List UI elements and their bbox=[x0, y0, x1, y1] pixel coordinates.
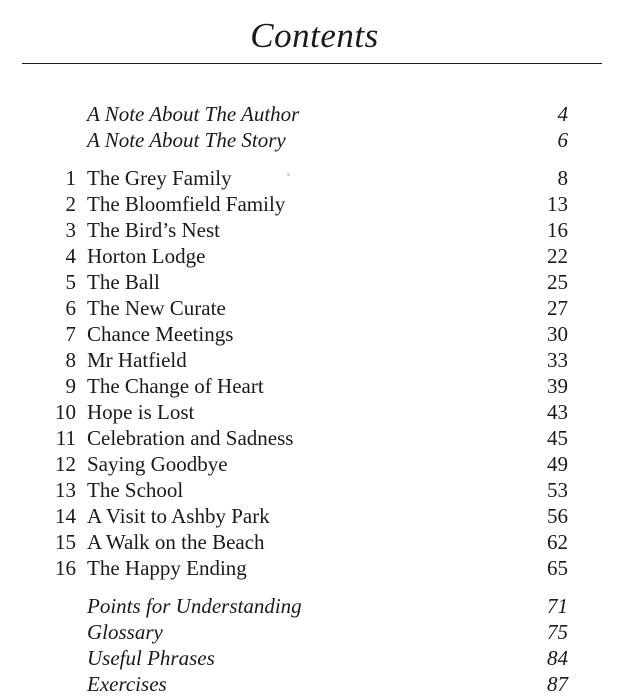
toc-entry-back-4[interactable] bbox=[0, 671, 629, 697]
toc-entry-chapter-6[interactable] bbox=[0, 295, 629, 321]
toc-entry-chapter-1[interactable] bbox=[0, 165, 629, 191]
chapter-title: The Happy Ending bbox=[87, 556, 247, 580]
page-title: Contents bbox=[250, 16, 379, 55]
chapter-number: 8 bbox=[65, 348, 76, 372]
toc-entry-label: Glossary bbox=[87, 620, 163, 644]
chapter-number: 4 bbox=[65, 244, 76, 268]
toc-entry-page: 62 bbox=[547, 530, 568, 554]
toc-entry-page: 75 bbox=[547, 620, 568, 644]
toc-entry-page: 56 bbox=[547, 504, 568, 528]
chapter-number: 13 bbox=[55, 478, 76, 502]
chapter-number: 5 bbox=[65, 270, 76, 294]
chapter-title: The Change of Heart bbox=[87, 374, 264, 398]
chapter-number: 1 bbox=[65, 166, 76, 190]
toc-entry-back-3[interactable] bbox=[0, 645, 629, 671]
chapter-title: A Visit to Ashby Park bbox=[87, 504, 270, 528]
chapter-title: Horton Lodge bbox=[87, 244, 206, 268]
toc-entry-page: 43 bbox=[547, 400, 568, 424]
toc-entry-page: 16 bbox=[547, 218, 568, 242]
toc-entry-page: 49 bbox=[547, 452, 568, 476]
toc-entry-page: 30 bbox=[547, 322, 568, 346]
toc-entry-page: 4 bbox=[557, 102, 568, 126]
toc-entry-chapter-15[interactable] bbox=[0, 529, 629, 555]
chapter-title: Hope is Lost bbox=[87, 400, 195, 424]
chapter-title: The Grey Family bbox=[87, 166, 232, 190]
chapter-title: Mr Hatfield bbox=[87, 348, 187, 372]
chapter-number: 2 bbox=[65, 192, 76, 216]
chapter-number: 12 bbox=[55, 452, 76, 476]
toc-entry-page: 84 bbox=[547, 646, 568, 670]
toc-entry-page: 39 bbox=[547, 374, 568, 398]
toc-entry-page: 71 bbox=[547, 594, 568, 618]
chapter-number: 3 bbox=[65, 218, 76, 242]
chapter-title: Saying Goodbye bbox=[87, 452, 228, 476]
toc-entry-page: 22 bbox=[547, 244, 568, 268]
toc-entry-label: Useful Phrases bbox=[87, 646, 215, 670]
toc-entry-page: 25 bbox=[547, 270, 568, 294]
toc-entry-chapter-9[interactable] bbox=[0, 373, 629, 399]
chapter-number: 9 bbox=[65, 374, 76, 398]
chapter-title: Chance Meetings bbox=[87, 322, 234, 346]
chapter-title: The Bloomfield Family bbox=[87, 192, 286, 216]
toc-entry-chapter-8[interactable] bbox=[0, 347, 629, 373]
chapter-title: The School bbox=[87, 478, 184, 502]
chapter-number: 6 bbox=[65, 296, 76, 320]
toc-entry-page: 45 bbox=[547, 426, 568, 450]
toc-entry-chapter-4[interactable] bbox=[0, 243, 629, 269]
toc-entry-chapter-11[interactable] bbox=[0, 425, 629, 451]
toc-entry-page: 65 bbox=[547, 556, 568, 580]
chapter-number: 16 bbox=[55, 556, 76, 580]
toc-entry-page: 27 bbox=[547, 296, 568, 320]
toc-entry-label: A Note About The Author bbox=[87, 102, 300, 126]
chapter-title: Celebration and Sadness bbox=[87, 426, 294, 450]
toc-entry-page: 8 bbox=[557, 166, 568, 190]
toc-entry-page: 53 bbox=[547, 478, 568, 502]
chapter-number: 11 bbox=[55, 426, 76, 450]
toc-entry-page: 6 bbox=[557, 128, 568, 152]
toc-entry-page: 33 bbox=[547, 348, 568, 372]
chapter-title: The Bird’s Nest bbox=[87, 218, 220, 242]
toc-entry-chapter-12[interactable] bbox=[0, 451, 629, 477]
chapter-number: 15 bbox=[55, 530, 76, 554]
toc-entry-chapter-16[interactable] bbox=[0, 555, 629, 581]
toc-entry-chapter-13[interactable] bbox=[0, 477, 629, 503]
toc-entry-label: Exercises bbox=[87, 672, 167, 696]
toc-entry-chapter-10[interactable] bbox=[0, 399, 629, 425]
chapter-number: 14 bbox=[55, 504, 76, 528]
toc-entry-chapter-14[interactable] bbox=[0, 503, 629, 529]
toc-entry-page: 13 bbox=[547, 192, 568, 216]
toc-entry-label: Points for Understanding bbox=[87, 594, 302, 618]
toc-entry-page: 87 bbox=[547, 672, 568, 696]
toc-entry-label: A Note About The Story bbox=[87, 128, 286, 152]
chapter-title: The New Curate bbox=[87, 296, 226, 320]
toc-entry-front-1[interactable] bbox=[0, 101, 629, 127]
chapter-number: 7 bbox=[65, 322, 76, 346]
chapter-title: The Ball bbox=[87, 270, 160, 294]
chapter-number: 10 bbox=[55, 400, 76, 424]
toc-entry-back-1[interactable] bbox=[0, 593, 629, 619]
toc-entry-chapter-7[interactable] bbox=[0, 321, 629, 347]
chapter-title: A Walk on the Beach bbox=[87, 530, 265, 554]
toc-entry-front-2[interactable] bbox=[0, 127, 629, 153]
toc-entry-back-2[interactable] bbox=[0, 619, 629, 645]
toc-entry-chapter-5[interactable] bbox=[0, 269, 629, 295]
toc-entry-chapter-3[interactable] bbox=[0, 217, 629, 243]
toc-entry-chapter-2[interactable] bbox=[0, 191, 629, 217]
